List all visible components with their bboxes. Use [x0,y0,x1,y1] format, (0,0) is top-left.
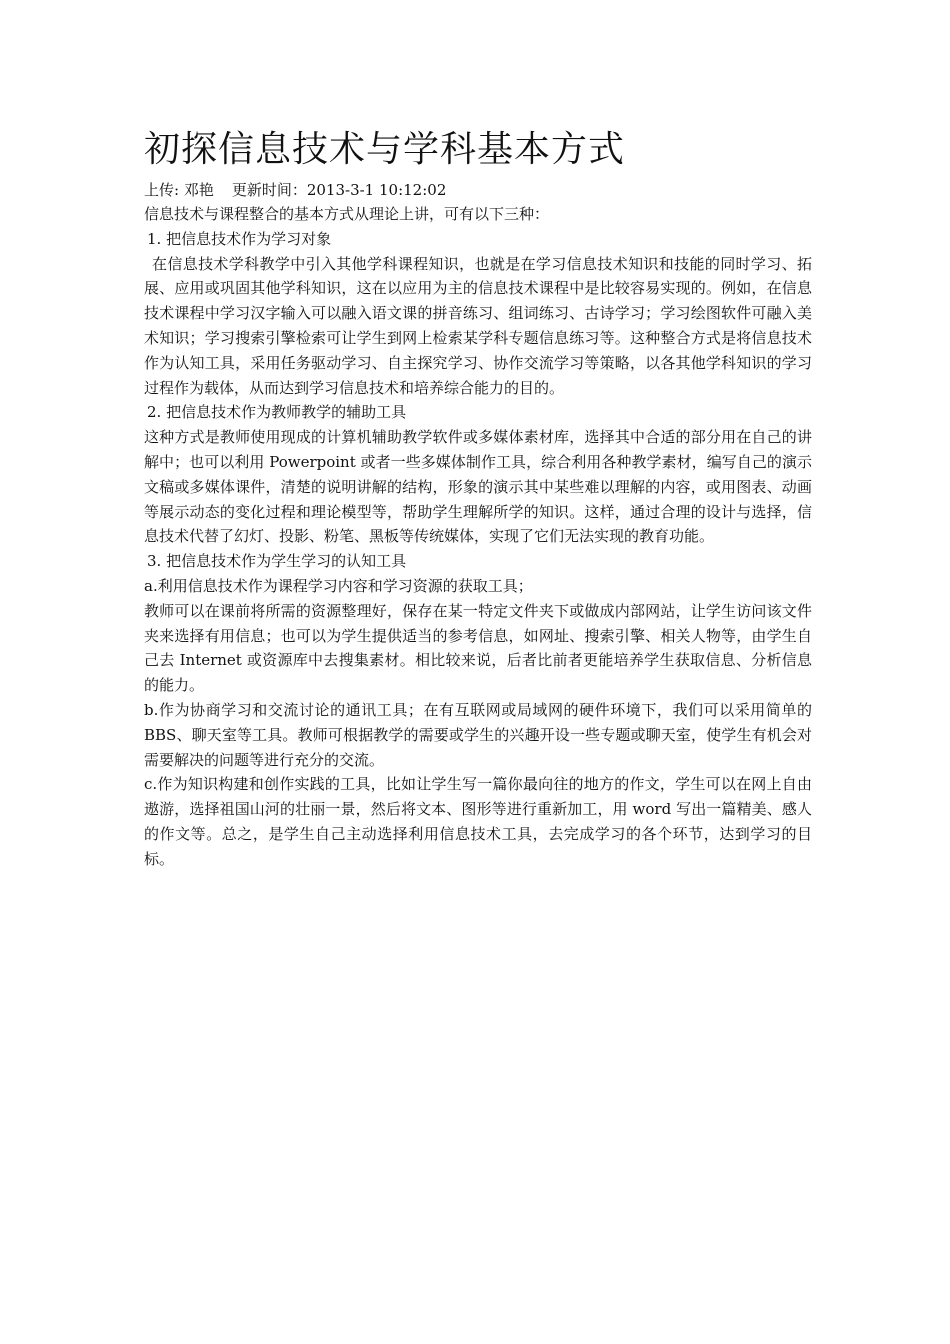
subsection-a-body: 教师可以在课前将所需的资源整理好，保存在某一特定文件夹下或做成内部网站，让学生访问该文件夹来选择有用信息；也可以为学生提供适当的参考信息，如网址、搜索引擎、相关人物等，由学生自己去 Internet 或资源库中去搜集素材。相比较来说，后者比前者更能培养学生获取信息、分析信息的能力。 [144,601,812,695]
section-body-2: 这种方式是教师使用现成的计算机辅助教学软件或多媒体素材库，选择其中合适的部分用在自己的讲解中；也可以利用 Powerpoint 或者一些多媒体制作工具，综合利用各种教学素材，编写自己的演示文稿或多媒体课件，清楚的说明讲解的结构，形象的演示其中某些难以理解的内容，或用图表、动画等展示动态的变化过程和理论模型等，帮助学生理解所学的知识。这样，通过合理的设计与选择，信息技术代替了幻灯、投影、粉笔、黑板等传统媒体，实现了它们无法实现的教育功能。 [144,428,812,546]
subsection-c-body: c.作为知识构建和创作实践的工具，比如让学生写一篇你最向往的地方的作文，学生可以在网上自由遨游，选择祖国山河的壮丽一景，然后将文本、图形等进行重新加工，用 word 写出一篇精美、感人的作文等。总之，是学生自己主动选择利用信息技术工具，去完成学习的各个环节，达到学习的目标。 [144,775,812,868]
intro-paragraph: 信息技术与课程整合的基本方式从理论上讲，可有以下三种： [144,205,550,223]
uploader-text: 上传: 邓艳 [144,181,214,199]
section-heading-1: 1. 把信息技术作为学习对象 [147,229,332,248]
section-heading-3: 3. 把信息技术作为学生学习的认知工具 [147,552,407,571]
document-meta [144,178,812,202]
section-heading-2: 2. 把信息技术作为教师教学的辅助工具 [147,403,407,422]
document-title: 初探信息技术与学科基本方式 [144,129,626,170]
subsection-a-title: a.利用信息技术作为课程学习内容和学习资源的获取工具； [144,576,533,595]
updated-time-text: 更新时间：2013-3-1 10:12:02 [231,181,447,199]
subsection-b-body: b.作为协商学习和交流讨论的通讯工具；在有互联网或局域网的硬件环境下，我们可以采用简单的 BBS、聊天室等工具。教师可根据教学的需要或学生的兴趣开设一些专题或聊天室，使学生有机会对需要解决的问题等进行充分的交流。 [144,700,812,769]
document-page [144,126,812,872]
section-body-1: 在信息技术学科教学中引入其他学科课程知识，也就是在学习信息技术知识和技能的同时学习、拓展、应用或巩固其他学科知识，这在以应用为主的信息技术课程中是比较容易实现的。例如，在信息技术课程中学习汉字输入可以融入语文课的拼音练习、组词练习、古诗学习；学习绘图软件可融入美术知识；学习搜索引擎检索可让学生到网上检索某学科专题信息练习等。这种整合方式是将信息技术作为认知工具，采用任务驱动学习、自主探究学习、协作交流学习等策略，以各其他学科知识的学习过程作为载体，从而达到学习信息技术和培养综合能力的目的。 [144,254,812,397]
